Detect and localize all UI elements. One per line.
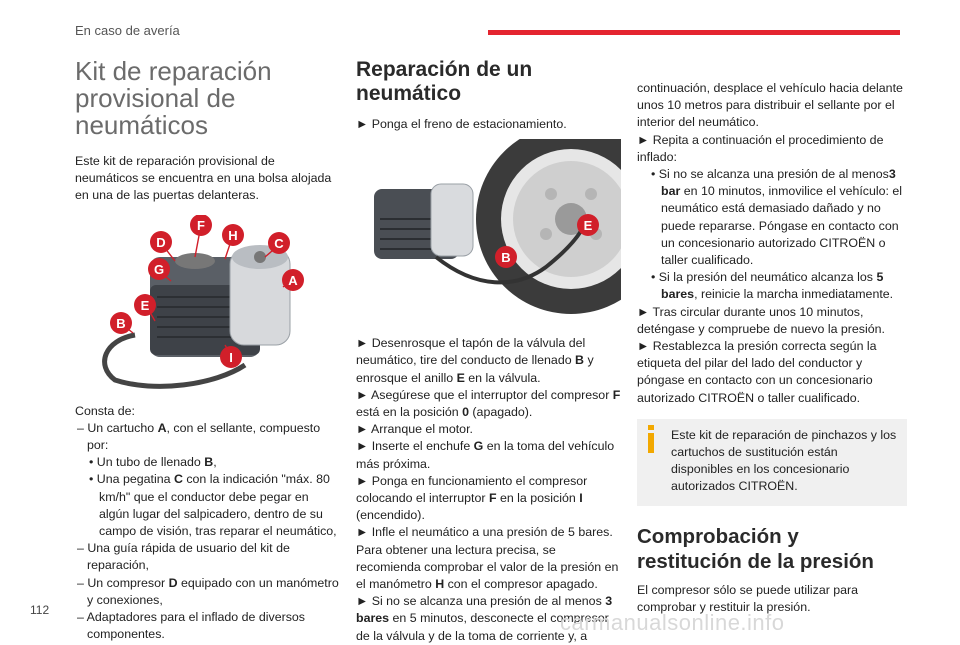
contents-heading: Consta de: (75, 403, 135, 418)
page-title: Kit de reparación provisional de neumáticos (75, 56, 272, 140)
list-subitem-ok-pressure: • Si la presión del neumático alcanza los 5 bares, reinicie la marcha inmediatamente. (651, 270, 894, 302)
svg-text:D: D (156, 234, 166, 250)
step-start-compressor: ► Ponga en funcionamiento el compresor colocando el interruptor F en la posición I (encendido). (356, 473, 588, 523)
step-restore-pressure: ► Restablezca la presión correcta según la etiqueta del pilar del lado del conductor y póngase en contacto con un concesionario autorizado CITROËN o taller cualificado. (637, 339, 877, 405)
column-middle (356, 58, 621, 645)
figure-label-f (190, 215, 212, 236)
info-box (637, 419, 907, 506)
step-after-driving: ► Tras circular durante unos 10 minutos, deténgase y compruebe de nuevo la presión. (637, 304, 885, 336)
step-insert-plug: ► Inserte el enchufe G en la toma del vehículo más próxima. (356, 439, 615, 471)
repair-section-title: Reparación de un neumático (356, 58, 533, 105)
figure-label-i (220, 346, 242, 368)
continuation-paragraph: continuación, desplace el vehículo hacia delante unos 10 metros para distribuir el sellante por el interior del neumático. (637, 81, 903, 130)
list-item-compressor: – Un compresor D equipado con un manómetro y conexiones, (77, 575, 339, 607)
column-right (637, 80, 907, 616)
figure-label-b (495, 246, 517, 268)
list-subitem-tube: • Un tubo de llenado B, (89, 455, 217, 470)
svg-text:C: C (274, 235, 284, 251)
sealant-cartridge (431, 184, 473, 256)
figure-label-c (268, 232, 290, 254)
svg-text:I: I (229, 349, 233, 365)
watermark: carmanualsonline.info (560, 610, 785, 635)
step-pressure-check: ► Si no se alcanza una presión de al menos 3 bares en 5 minutos, desconecte el compresor de la válvula y de la toma de corriente y, a (356, 594, 613, 643)
list-subitem-sticker: • Una pegatina C con la indicación "máx. 80 km/h" que el conductor debe pegar en algún lugar del salpicadero, dentro de su campo de visión, tras reparar el neumático, (89, 472, 337, 539)
figure-label-e (134, 294, 156, 316)
svg-text:H: H (228, 227, 238, 243)
svg-text:B: B (116, 315, 126, 331)
list-item-guide: – Una guía rápida de usuario del kit de reparación, (77, 541, 290, 573)
info-text: Este kit de reparación de pinchazos y los cartuchos de sustitución están disponibles en los concesionario autorizados CITROËN. (671, 427, 897, 494)
svg-text:E: E (140, 297, 150, 313)
list-item-adapters: – Adaptadores para el inflado de diversos componentes. (77, 610, 306, 642)
header-accent-bar (488, 30, 900, 35)
figure-label-h (222, 224, 244, 246)
step-repeat-inflation: ► Repita a continuación el procedimiento de inflado: (637, 132, 884, 164)
figure-label-e (577, 214, 599, 236)
step-start-engine: ► Arranque el motor. (356, 422, 473, 437)
step-parking-brake: ► Ponga el freno de estacionamiento. (356, 117, 567, 131)
svg-text:A: A (288, 272, 298, 288)
figure-label-d (150, 231, 172, 253)
tyre-repair-figure (356, 139, 621, 319)
page-number: 112 (30, 603, 50, 617)
intro-paragraph: Este kit de reparación provisional de neumáticos se encuentra en una bolsa alojada en una de las puertas delanteras. (75, 154, 332, 203)
info-icon (645, 425, 657, 453)
tyre-repair-illustration (356, 139, 621, 319)
section-header-title: En caso de avería (75, 23, 180, 38)
figure-label-g (148, 258, 170, 280)
pressure-section-title: Comprobación y restitución de la presión (637, 524, 874, 573)
pressure-section-text: El compresor sólo se puede utilizar para comprobar y restituir la presión. (637, 582, 859, 614)
svg-text:G: G (153, 261, 165, 277)
step-switch-off: ► Asegúrese que el interruptor del compresor F está en la posición 0 (apagado). (356, 387, 621, 420)
repair-kit-figure (75, 215, 340, 393)
step-inflate: ► Infle el neumático a una presión de 5 bares. Para obtener una lectura precisa, se recomienda comprobar el valor de la presión en el manómetro H con el compresor apagado. (356, 525, 619, 592)
repair-kit-illustration (75, 215, 340, 393)
svg-text:E: E (583, 218, 593, 234)
figure-label-b (110, 312, 132, 334)
figure-label-a (282, 269, 304, 291)
step-unscrew-valve: ► Desenrosque el tapón de la válvula del neumático, tire del conducto de llenado B y enrosque el anillo E en la válvula. (356, 336, 594, 385)
list-subitem-low-pressure: • Si no se alcanza una presión de al menos3 bar en 10 minutos, inmovilice el vehículo: el neumático está demasiado dañado y no puede repararse. Póngase en contacto con un concesionario autorizado CITROËN o taller cualificado. (651, 167, 903, 268)
svg-text:B: B (501, 250, 511, 266)
column-left (75, 58, 340, 643)
svg-text:F: F (197, 217, 205, 233)
list-item-cartridge: – Un cartucho A, con el sellante, compuesto por: (77, 420, 321, 453)
